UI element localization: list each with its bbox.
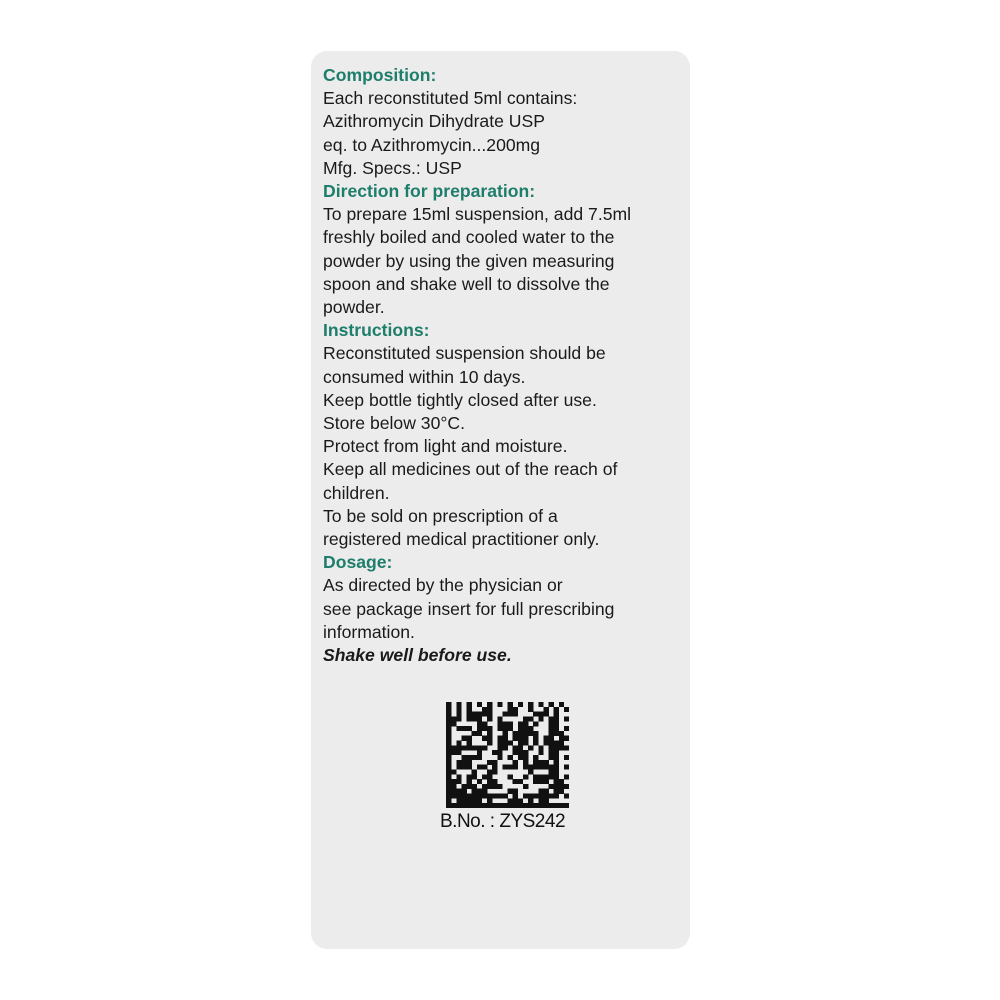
instructions-line: To be sold on prescription of a (323, 505, 558, 526)
composition-line: Azithromycin Dihydrate USP (323, 111, 545, 132)
instructions-line: consumed within 10 days. (323, 366, 526, 387)
dosage-line: As directed by the physician or (323, 575, 563, 596)
dosage-line: information. (323, 621, 415, 642)
instructions-line: children. (323, 482, 390, 503)
instructions-line: Protect from light and moisture. (323, 436, 568, 457)
direction-line: freshly boiled and cooled water to the (323, 227, 615, 248)
direction-line: powder by using the given measuring (323, 250, 615, 271)
direction-heading: Direction for preparation: (323, 181, 536, 202)
direction-line: powder. (323, 297, 385, 318)
shake-well-note: Shake well before use. (323, 645, 512, 666)
composition-line: Mfg. Specs.: USP (323, 157, 462, 178)
instructions-line: Keep all medicines out of the reach of (323, 459, 618, 480)
composition-line: eq. to Azithromycin...200mg (323, 134, 541, 155)
composition-line: Each reconstituted 5ml contains: (323, 88, 578, 109)
instructions-line: Store below 30°C. (323, 413, 465, 434)
product-label-card (311, 51, 690, 949)
instructions-line: Reconstituted suspension should be (323, 343, 606, 364)
composition-heading: Composition: (323, 65, 437, 85)
batch-number: B.No. : ZYS242 (440, 811, 566, 832)
direction-line: To prepare 15ml suspension, add 7.5ml (323, 204, 632, 225)
data-matrix-barcode (446, 702, 569, 808)
instructions-line: registered medical practitioner only. (323, 529, 600, 550)
dosage-line: see package insert for full prescribing (323, 598, 615, 619)
dosage-heading: Dosage: (323, 552, 393, 573)
instructions-heading: Instructions: (323, 320, 430, 341)
label-text-block (323, 64, 683, 667)
direction-line: spoon and shake well to dissolve the (323, 273, 610, 294)
instructions-line: Keep bottle tightly closed after use. (323, 389, 597, 410)
